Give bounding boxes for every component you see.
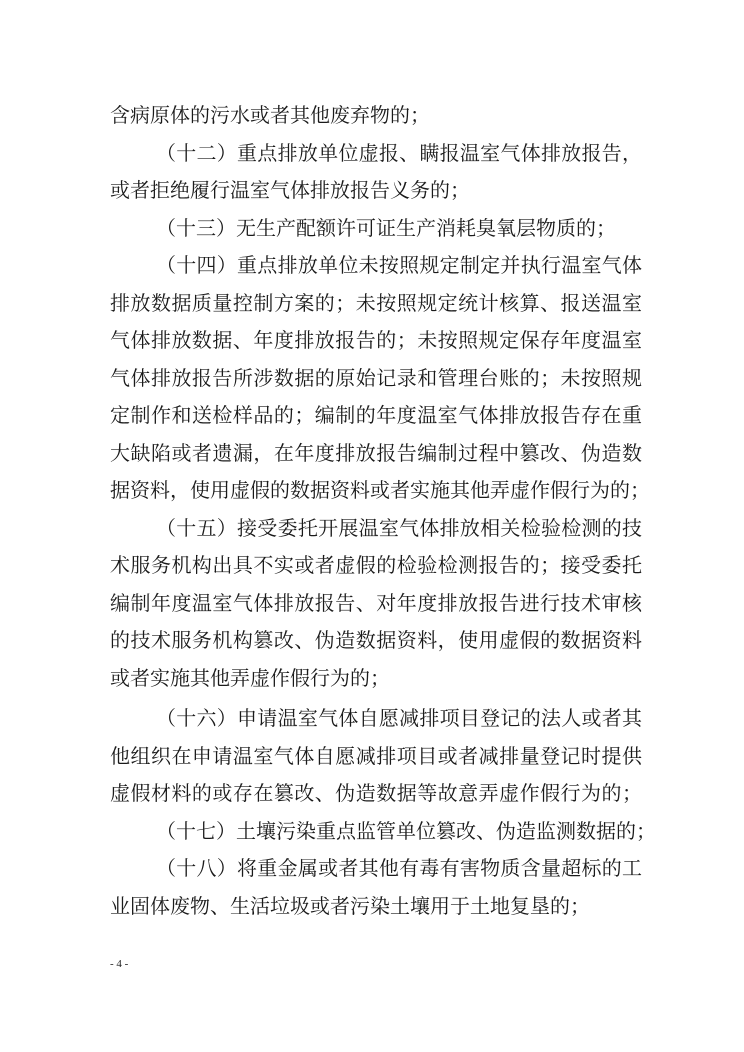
text-line: 或者实施其他弄虚作假行为的；: [110, 665, 390, 690]
text-line: 气体排放数据、年度排放报告的；未按照规定保存年度温室: [110, 328, 642, 352]
text-line: 含病原体的污水或者其他废弃物的；: [110, 103, 430, 127]
text-line: 定制作和送检样品的；编制的年度温室气体排放报告存在重: [110, 403, 642, 427]
list-item-14: （十四）重点排放单位未按照规定制定并执行温室气体: [156, 253, 642, 277]
page-number: - 4 -: [110, 958, 129, 970]
text-line: 他组织在申请温室气体自愿减排项目或者减排量登记时提供: [110, 743, 642, 768]
text-line: 排放数据质量控制方案的；未按照规定统计核算、报送温室: [110, 290, 642, 315]
text-line: 术服务机构出具不实或者虚假的检验检测报告的；接受委托: [110, 553, 642, 577]
text-line: 编制年度温室气体排放报告、对年度排放报告进行技术审核: [110, 590, 642, 615]
list-item-13: （十三）无生产配额许可证生产消耗臭氧层物质的；: [156, 215, 616, 240]
text-line: 业固体废物、生活垃圾或者污染土壤用于土地复垦的；: [110, 893, 590, 918]
list-item-18: （十八）将重金属或者其他有毒有害物质含量超标的工: [156, 856, 642, 880]
list-item-15: （十五）接受委托开展温室气体排放相关检验检测的技: [156, 515, 642, 540]
text-line: 大缺陷或者遗漏，在年度排放报告编制过程中篡改、伪造数: [110, 440, 642, 465]
text-line: 气体排放报告所涉数据的原始记录和管理台账的；未按照规: [110, 365, 642, 390]
list-item-12: （十二）重点排放单位虚报、瞒报温室气体排放报告，: [156, 140, 642, 165]
text-line: 虚假材料的或存在篡改、伪造数据等故意弄虚作假行为的；: [110, 781, 642, 805]
text-line: 或者拒绝履行温室气体排放报告义务的；: [110, 178, 470, 202]
text-line: 据资料，使用虚假的数据资料或者实施其他弄虚作假行为的；: [110, 478, 650, 502]
body-text: [110, 97, 656, 925]
list-item-16: （十六）申请温室气体自愿减排项目登记的法人或者其: [156, 706, 642, 730]
text-line: 的技术服务机构篡改、伪造数据资料，使用虚假的数据资料: [110, 628, 642, 652]
list-item-17: （十七）土壤污染重点监管单位篡改、伪造监测数据的；: [156, 818, 656, 843]
